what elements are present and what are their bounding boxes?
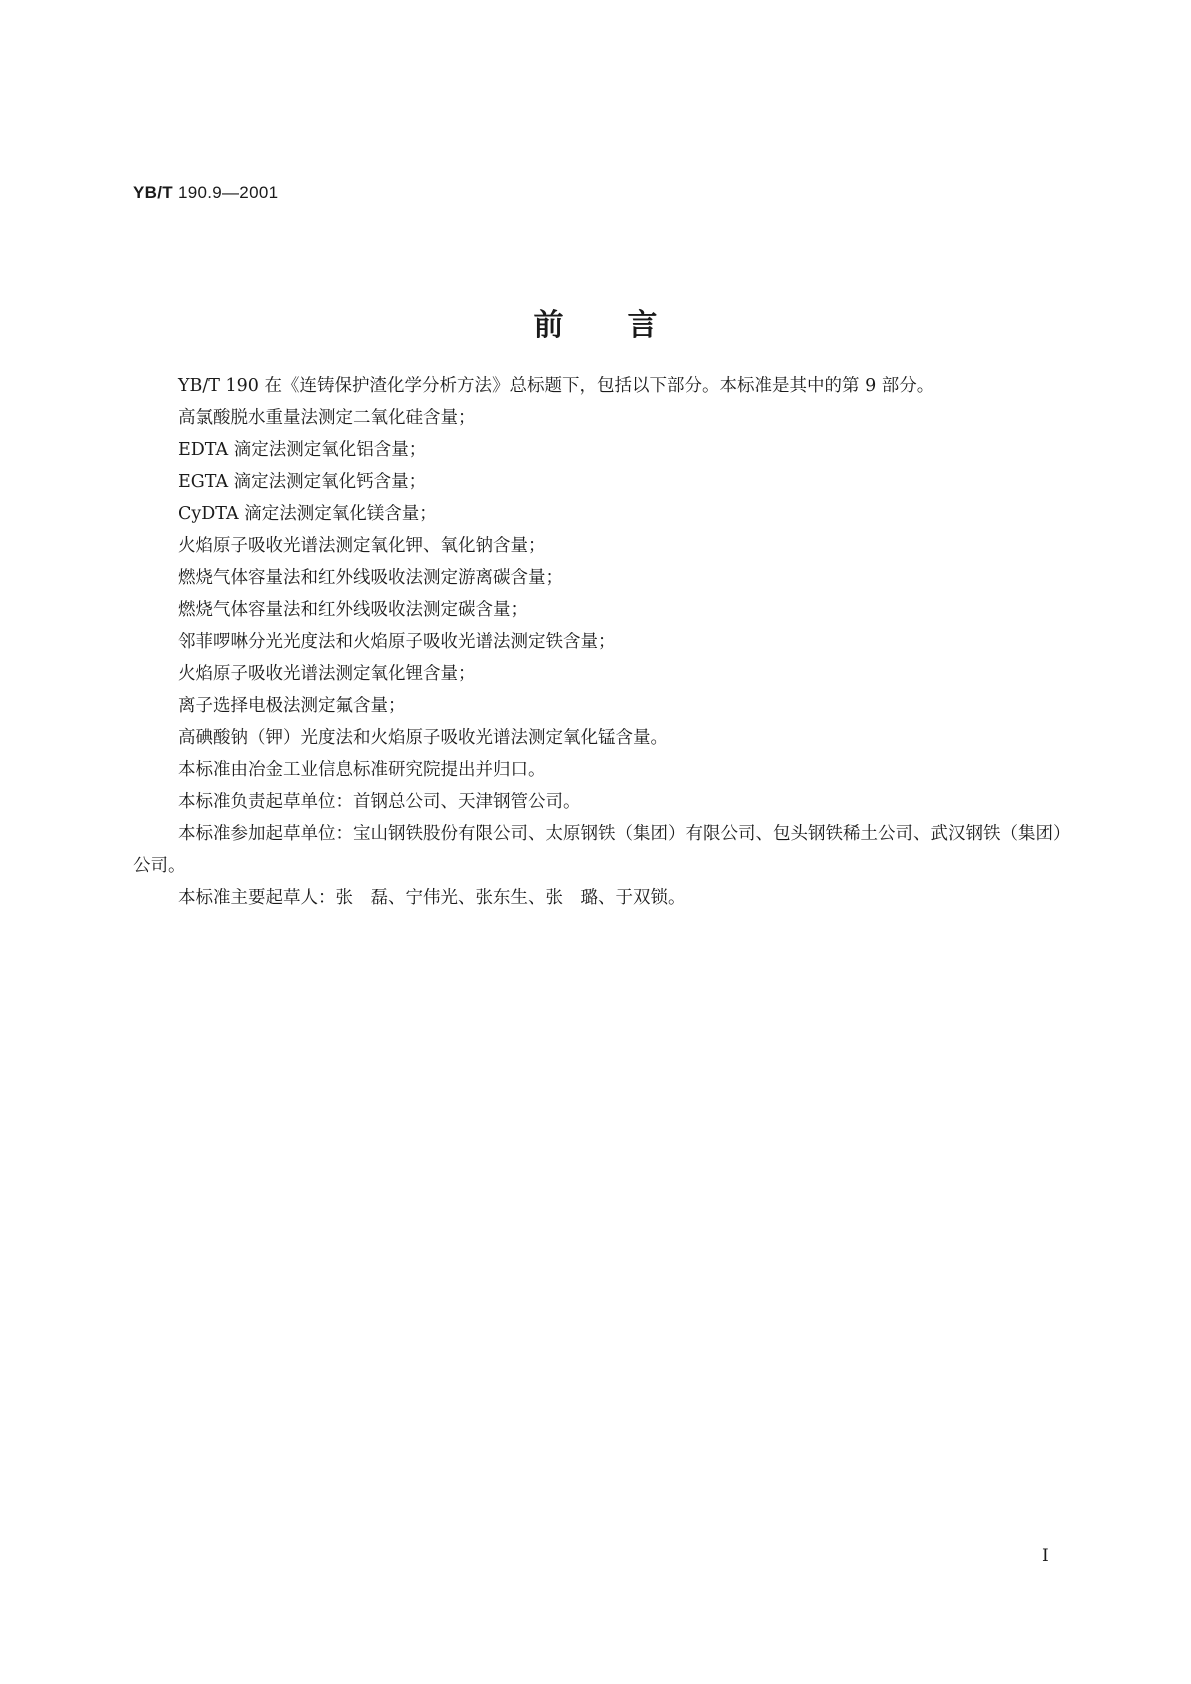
list-item: 燃烧气体容量法和红外线吸收法测定游离碳含量；	[178, 568, 563, 588]
page-number: I	[1042, 1546, 1049, 1566]
list-item: 高氯酸脱水重量法测定二氧化硅含量；	[178, 408, 476, 428]
list-item: 燃烧气体容量法和红外线吸收法测定碳含量；	[178, 600, 528, 620]
list-item: EGTA 滴定法测定氧化钙含量；	[178, 472, 427, 492]
standard-code	[133, 183, 278, 203]
paragraph-scope: YB/T 190 在《连铸保护渣化学分析方法》总标题下，包括以下部分。本标准是其中的第 9 部分。	[178, 376, 935, 396]
list-item: EDTA 滴定法测定氧化铝含量；	[178, 440, 427, 460]
list-item: CyDTA 滴定法测定氧化镁含量；	[178, 504, 437, 524]
paragraph-proposer: 本标准由冶金工业信息标准研究院提出并归口。	[178, 760, 546, 780]
foreword-body	[133, 370, 1063, 914]
standard-code-prefix: YB/T	[133, 183, 173, 202]
standard-code-number: 190.9—2001	[177, 183, 279, 202]
list-item: 邻菲啰啉分光光度法和火焰原子吸收光谱法测定铁含量；	[178, 632, 616, 652]
list-item: 火焰原子吸收光谱法测定氧化锂含量；	[178, 664, 476, 684]
list-item: 火焰原子吸收光谱法测定氧化钾、氧化钠含量；	[178, 536, 546, 556]
list-item: 高碘酸钠（钾）光度法和火焰原子吸收光谱法测定氧化锰含量。	[178, 728, 668, 748]
paragraph-drafters: 本标准主要起草人：张 磊、宁伟光、张东生、张 璐、于双锁。	[178, 888, 686, 908]
paragraph-participating-units: 本标准参加起草单位：宝山钢铁股份有限公司、太原钢铁（集团）有限公司、包头钢铁稀土公司、武汉钢铁（集团）公司。	[133, 824, 1062, 876]
paragraph-responsible-units: 本标准负责起草单位：首钢总公司、天津钢管公司。	[178, 792, 581, 812]
page-title: 前言	[533, 308, 722, 343]
list-item: 离子选择电极法测定氟含量；	[178, 696, 406, 716]
